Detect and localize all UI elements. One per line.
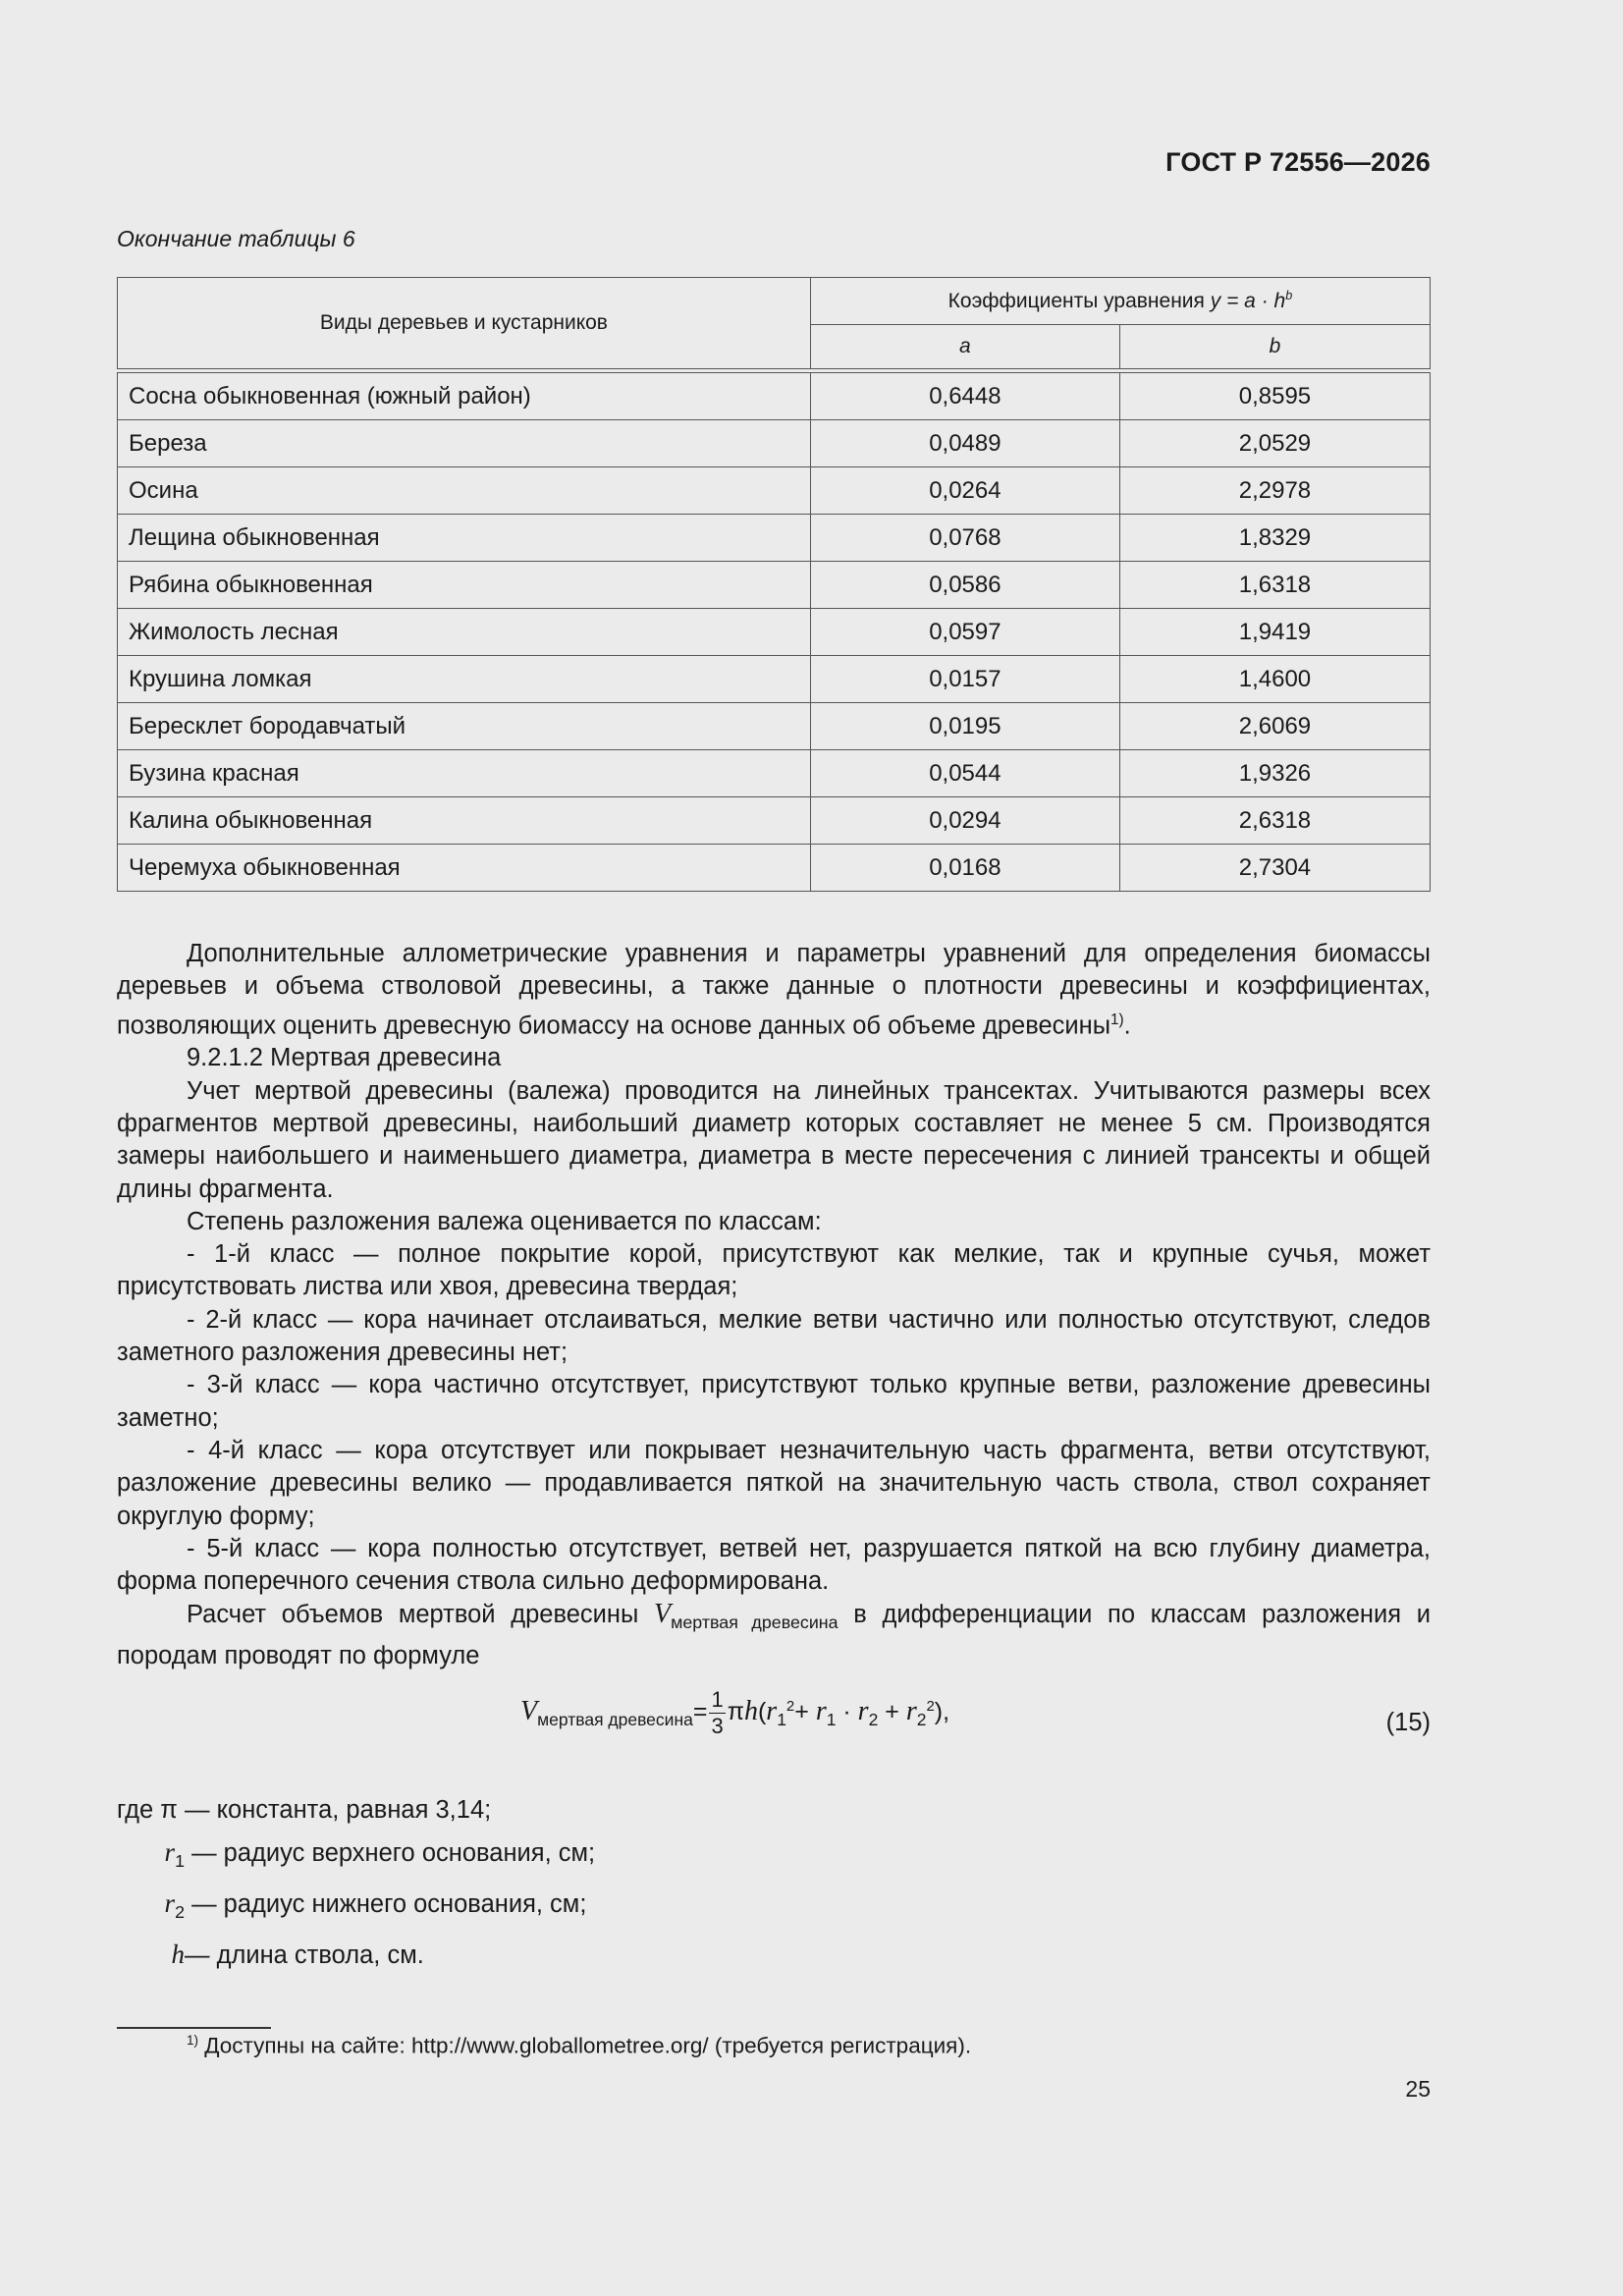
coef-a-cell: 0,0489 [810,420,1119,467]
decay-class-5: - 5-й класс — кора полностью отсутствует, ветвей нет, разрушается пяткой на всю глубину диаметра, форма поперечного сечения ствола сильно деформирована. [117,1534,1431,1596]
header-a: a [810,325,1119,369]
coef-a-cell: 0,0168 [810,845,1119,892]
species-cell: Бузина красная [118,750,811,797]
formula-open-paren: ( [757,1698,767,1726]
legend-symbol [117,1831,185,1883]
formula-r1-sup: 2 [785,1697,795,1715]
legend-symbol-letter: r [164,1888,176,1919]
coef-b-cell: 2,2978 [1119,467,1430,515]
formula-r2b: r [905,1696,917,1727]
decay-class-2: - 2-й класс — кора начинает отслаиваться, мелкие ветви частично или полностью отсутствуют, следов заметного разложения древесины нет; [117,1305,1431,1367]
formula-r1: r [766,1696,778,1727]
formula-number: (15) [1385,1709,1431,1736]
species-cell: Бересклет бородавчатый [118,703,811,750]
fraction-denominator: 3 [711,1714,724,1738]
coef-b-cell: 1,9326 [1119,750,1430,797]
volume-calc-start: Расчет объемов мертвой древесины [187,1601,654,1629]
coef-b-cell: 1,8329 [1119,515,1430,562]
legend-symbol-letter: r [164,1837,176,1867]
legend-item [117,1883,595,1934]
page-number: 25 [1405,2076,1431,2102]
coef-a-cell: 0,0768 [810,515,1119,562]
header-coefficients-label: Коэффициенты уравнения [947,290,1211,312]
formula-close-paren: ), [934,1698,950,1726]
coef-a-cell: 0,0597 [810,609,1119,656]
coef-a-cell: 0,0157 [810,656,1119,703]
formula-h: h [743,1696,758,1727]
formula-r1b: r [815,1696,827,1727]
body-text [117,938,1431,1672]
table-row [118,609,1431,656]
header-b: b [1119,325,1430,369]
table-row [118,467,1431,515]
formula-r2b-sub: 2 [916,1710,927,1730]
legend-symbol-letter: h [171,1940,185,1970]
species-cell: Береза [118,420,811,467]
table-row [118,750,1431,797]
header-coefficients [810,278,1430,325]
paragraph-dead-wood: Учет мертвой древесины (валежа) проводится на линейных трансектах. Учитываются размеры всех фрагментов мертвой древесины, наибольший диаметр которых составляет не менее 5 см. Производятся замеры наибольшего и наименьшего диаметра, диаметра в месте пересечения с линией трансекты и общей длины фрагмента. [117,1076,1431,1203]
table-row [118,373,1431,420]
table-row [118,420,1431,467]
fraction-numerator: 1 [711,1687,724,1712]
legend-description: — радиус нижнего основания, см; [185,1890,587,1919]
table-body [118,373,1431,892]
species-cell: Жимолость лесная [118,609,811,656]
coef-b-cell: 2,6318 [1119,797,1430,845]
decay-class-1: - 1-й класс — полное покрытие корой, присутствуют как мелкие, так и крупные сучья, может присутствовать листва или хвоя, древесина твердая; [117,1240,1431,1301]
table-row [118,562,1431,609]
species-cell: Рябина обыкновенная [118,562,811,609]
paragraph-allometric-text: Дополнительные аллометрические уравнения и параметры уравнений для определения биомассы деревьев и объема стволовой древесины, а также данные о плотности древесины и коэффициентах, позволяющих оценить древесную биомассу на основе данных об объеме древесины [117,940,1431,1040]
legend-lead: где π — константа, равная 3,14; [117,1796,492,1824]
coef-b-cell: 1,9419 [1119,609,1430,656]
formula-fraction [709,1687,725,1739]
coef-a-cell: 0,0544 [810,750,1119,797]
formula-r2: r [857,1696,869,1727]
coef-a-cell: 0,0586 [810,562,1119,609]
species-cell: Лещина обыкновенная [118,515,811,562]
footnote-mark: 1) [187,2033,199,2048]
formula-r2-sub: 2 [868,1710,879,1730]
legend-items [117,1831,595,1985]
legend-description: — радиус верхнего основания, см; [185,1839,596,1867]
header-coefficients-formula: y = a · h [1210,290,1286,312]
footnote-divider [117,2027,271,2029]
section-heading: 9.2.1.2 Мертвая древесина [187,1044,502,1072]
coef-a-cell: 0,0264 [810,467,1119,515]
formula-r1-sub: 1 [777,1710,786,1730]
legend-symbol [117,1883,185,1934]
paragraph-allometric-end: . [1123,1011,1131,1040]
formula-r1b-sub: 1 [826,1710,837,1730]
paragraph-volume-calc [117,1598,1431,1672]
legend-symbol-sub: 2 [175,1902,185,1923]
coef-a-cell: 0,0195 [810,703,1119,750]
volume-symbol: V [654,1599,672,1630]
species-cell: Калина обыкновенная [118,797,811,845]
formula-plus-2: + [878,1698,906,1726]
paragraph-allometric [117,938,1431,1042]
coefficients-table [117,277,1431,892]
table-row [118,656,1431,703]
legend-description: — длина ствола, см. [185,1941,424,1970]
table-row [118,515,1431,562]
footnote-ref: 1) [1110,1011,1124,1028]
coef-a-cell: 0,6448 [810,373,1119,420]
formula-equals: = [692,1698,708,1726]
species-cell: Черемуха обыкновенная [118,845,811,892]
legend-symbol-sub: 1 [175,1851,185,1872]
legend-symbol [117,1934,185,1985]
document-code: ГОСТ Р 72556—2026 [1165,147,1431,177]
formula-15 [520,1687,949,1739]
species-cell: Крушина ломкая [118,656,811,703]
formula-plus-1: + [794,1698,816,1726]
volume-subscript: мертвая древесина [671,1613,839,1633]
header-species: Виды деревьев и кустарников [118,278,811,369]
decay-class-4: - 4-й класс — кора отсутствует или покрывает незначительную часть фрагмента, ветви отсутствуют, разложение древесины велико — продавливается пяткой на значительную часть ствола, ствол сохраняет округлую форму; [117,1436,1431,1530]
table-row [118,797,1431,845]
volume-calc-end: в дифференциации по классам разложения и породам проводят по формуле [117,1601,1431,1669]
header-coefficients-exponent: b [1285,289,1293,302]
footnote-text: Доступны на сайте: http://www.globallometree.org/ (требуется регистрация). [198,2033,972,2058]
coef-b-cell: 1,6318 [1119,562,1430,609]
coef-b-cell: 2,6069 [1119,703,1430,750]
formula-v-sub: мертвая древесина [537,1710,693,1730]
legend-item [117,1831,595,1883]
formula-pi: π [727,1698,744,1726]
species-cell: Осина [118,467,811,515]
table-caption: Окончание таблицы 6 [117,226,355,251]
coef-b-cell: 2,0529 [1119,420,1430,467]
formula-legend [117,1789,595,1985]
paragraph-decay-classes: Степень разложения валежа оценивается по классам: [187,1207,822,1235]
coef-b-cell: 2,7304 [1119,845,1430,892]
coef-b-cell: 0,8595 [1119,373,1430,420]
legend-item [117,1934,595,1985]
formula-dot: · [836,1698,858,1726]
decay-class-3: - 3-й класс — кора частично отсутствует, присутствуют только крупные ветви, разложение древесины заметно; [117,1371,1431,1432]
coef-a-cell: 0,0294 [810,797,1119,845]
coef-b-cell: 1,4600 [1119,656,1430,703]
table-row [118,703,1431,750]
formula-v: V [520,1696,538,1727]
table-row [118,845,1431,892]
species-cell: Сосна обыкновенная (южный район) [118,373,811,420]
footnote [187,2033,971,2059]
table-header-row [118,278,1431,325]
formula-r2b-sup: 2 [926,1697,935,1715]
